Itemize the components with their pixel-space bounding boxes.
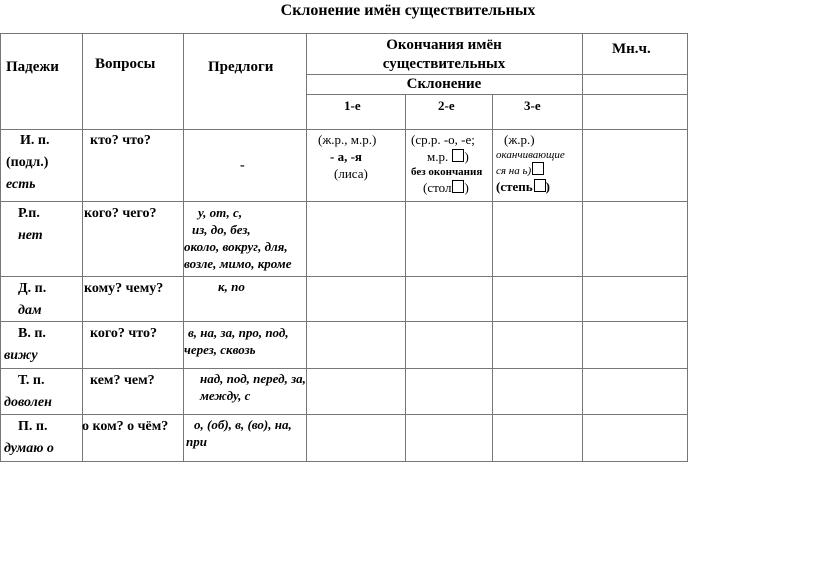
table-row-genitive: [4, 204, 43, 245]
decl1-endings: [318, 131, 376, 182]
case-example: дам: [18, 303, 42, 318]
case-name: Р.п.: [18, 206, 40, 221]
header-plural: Мн.ч.: [612, 41, 651, 57]
table-divider: [0, 201, 688, 202]
decl2-masc-text: м.р.: [427, 149, 452, 164]
table-row-accusative: [4, 324, 46, 365]
table-row-instrumental: [4, 371, 52, 412]
table-divider: [0, 414, 688, 415]
case-prepositions: [184, 416, 292, 450]
case-question: кем? чем?: [90, 373, 155, 388]
decl1-example: (лиса): [334, 166, 368, 181]
case-question: о ком? о чём?: [82, 419, 169, 434]
table-divider: [0, 368, 688, 369]
decl2-example: (стол ): [423, 180, 469, 195]
header-endings-line1: Окончания имён: [386, 37, 502, 53]
table-border-right: [687, 33, 688, 462]
table-divider: [0, 129, 688, 130]
case-example: есть: [6, 177, 36, 192]
case-name: П. п.: [18, 419, 48, 434]
null-ending-box: [452, 180, 464, 193]
decl2-masc: м.р. ): [427, 149, 469, 164]
header-prepositions: Предлоги: [208, 59, 274, 75]
case-question: кого? чего?: [84, 206, 157, 221]
prep-line: из, до, без,: [192, 222, 251, 237]
prep-line: через, сквозь: [184, 342, 256, 357]
case-prepositions: [184, 370, 306, 404]
prep-line: о, (об), в, (во), на,: [194, 417, 292, 432]
table-border-bottom: [0, 461, 688, 462]
table-divider: [405, 94, 406, 462]
decl2-endings: [411, 131, 493, 196]
case-example: нет: [18, 228, 43, 243]
table-divider: [0, 276, 688, 277]
header-endings: [306, 36, 582, 74]
case-example: доволен: [4, 395, 52, 410]
case-prepositions: -: [240, 158, 245, 173]
case-example: думаю о: [4, 441, 54, 456]
decl3-note: оканчивающие: [496, 149, 565, 161]
table-border-top: [0, 33, 688, 34]
table-row-prepositional: [4, 417, 54, 458]
decl3-example-text: (степь: [496, 179, 533, 194]
table-row-dative: [4, 279, 46, 320]
decl3-endings: [496, 131, 582, 195]
decl3-gender: (ж.р.): [504, 132, 535, 147]
prep-line: у, от, с,: [198, 205, 243, 220]
decl2-no-ending: без окончания: [411, 166, 483, 178]
page-title: Склонение имён существительных: [280, 2, 536, 19]
table-border-left: [0, 33, 1, 462]
table-row-nominative: [4, 131, 82, 194]
header-decl-1: 1-е: [344, 98, 361, 113]
case-example: вижу: [4, 348, 38, 363]
null-ending-box: [452, 149, 464, 162]
table-divider: [306, 94, 688, 95]
table-divider: [306, 33, 307, 462]
header-decl-2: 2-е: [438, 98, 455, 113]
header-cases: Падежи: [6, 59, 59, 75]
decl3-example: (степь ): [496, 179, 550, 194]
table-divider: [582, 33, 583, 462]
case-prepositions: [184, 204, 291, 272]
case-prepositions: к, по: [218, 279, 245, 294]
decl2-gender: (ср.р. -о, -е;: [411, 132, 475, 147]
decl3-note-end: [496, 162, 582, 178]
case-prepositions: [184, 324, 289, 358]
table-divider: [0, 321, 688, 322]
decl2-example-text: (стол: [423, 180, 452, 195]
decl3-note-end-text: ся на ь): [496, 165, 532, 177]
decl1-ending: - а, -я: [330, 149, 362, 164]
case-name: Т. п.: [18, 373, 45, 388]
decl1-gender: (ж.р., м.р.): [318, 132, 377, 147]
prep-line: около, вокруг, для,: [184, 239, 288, 254]
case-name: В. п.: [18, 326, 46, 341]
case-name: Д. п.: [18, 281, 47, 296]
case-note: (подл.): [6, 155, 49, 170]
null-ending-box: [534, 179, 546, 192]
prep-line: при: [186, 434, 207, 449]
case-question: кого? что?: [90, 326, 157, 341]
case-question: кто? что?: [90, 133, 151, 148]
null-ending-box: [532, 162, 544, 175]
header-questions: Вопросы: [95, 56, 156, 72]
case-question: кому? чему?: [84, 281, 164, 296]
case-name: И. п.: [20, 133, 50, 148]
prep-line: возле, мимо, кроме: [184, 256, 292, 271]
prep-line: над, под, перед, за,: [200, 371, 306, 386]
table-divider: [82, 33, 83, 462]
prep-line: между, с: [200, 388, 251, 403]
header-endings-line2: существительных: [382, 56, 506, 72]
header-decl-3: 3-е: [524, 98, 541, 113]
prep-line: в, на, за, про, под,: [188, 325, 289, 340]
header-declension: Склонение: [406, 76, 482, 92]
